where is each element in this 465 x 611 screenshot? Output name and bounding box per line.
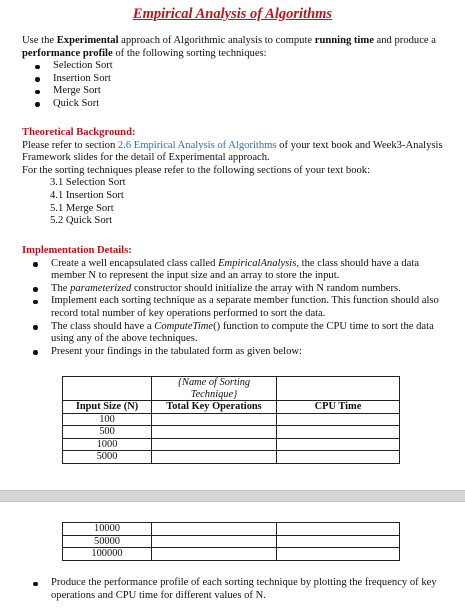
intro-section <box>22 35 448 111</box>
theory-paragraph <box>22 140 448 165</box>
list-item <box>22 283 448 296</box>
list-item: Insertion Sort <box>22 73 448 86</box>
list-item: Present your findings in the tabulated form as given below: <box>22 346 448 359</box>
column-header-input-size: Input Size (N) <box>63 401 152 414</box>
impl-text: constructor should initialize the array with N random numbers. <box>131 282 401 294</box>
impl-text: , the class should have a data member N to represent the input size and an array to store the input. <box>51 257 420 282</box>
implementation-section <box>22 245 448 358</box>
impl-italic-term: parameterized <box>70 282 132 294</box>
table-cell <box>152 438 277 451</box>
list-item <box>22 258 448 283</box>
theory-text: Please refer to section <box>22 139 118 151</box>
results-table <box>62 376 400 464</box>
theory-section <box>22 127 448 228</box>
intro-paragraph <box>22 35 448 60</box>
page-title: Empirical Analysis of Algorithms <box>132 6 333 22</box>
theory-text: of your text book and Week3-Analysis Framework slides for the detail of Experimental approach. <box>22 139 443 164</box>
table-row <box>63 548 400 561</box>
list-item: 5.1 Merge Sort <box>50 202 114 214</box>
intro-bold-experimental: Experimental <box>56 35 119 46</box>
table-cell <box>63 377 152 401</box>
list-item: 5.2 Quick Sort <box>50 215 113 227</box>
list-item: Implement each sorting technique as a separate member function. This function should also record total number of key operations performed to sort the data. <box>22 295 448 320</box>
input-size-cell: 100 <box>63 413 152 426</box>
column-header-key-operations: Total Key Operations <box>152 401 277 414</box>
input-size-cell: 5000 <box>63 451 152 464</box>
impl-text: () function to compute the CPU time to sort the data using any of the above techniques. <box>51 320 434 345</box>
table-row <box>63 413 400 426</box>
table-cell <box>152 413 277 426</box>
theory-paragraph-2: For the sorting techniques please refer to the following sections of your text book: <box>22 164 371 176</box>
implementation-heading: Implementation Details: <box>22 245 132 256</box>
table-header-row <box>63 401 400 414</box>
table-row <box>63 426 400 439</box>
list-item: 4.1 Insertion Sort <box>50 189 124 201</box>
list-item: Produce the performance profile of each sorting technique by plotting the frequency of key operations and CPU time for different values of N. <box>22 577 448 602</box>
table-row <box>63 523 400 536</box>
table-cell <box>152 548 277 561</box>
theory-heading: Theoretical Background: <box>22 127 136 138</box>
input-size-cell: 10000 <box>63 523 152 536</box>
table-cell <box>277 438 400 451</box>
input-size-cell: 500 <box>63 426 152 439</box>
final-section <box>22 577 448 602</box>
table-cell <box>277 548 400 561</box>
impl-text: The <box>51 282 71 294</box>
table-cell <box>152 426 277 439</box>
implementation-list <box>22 258 448 359</box>
list-item <box>22 321 448 346</box>
results-table-continued <box>62 522 400 561</box>
final-list <box>22 577 448 602</box>
intro-bold-performance-profile: performance profile <box>22 47 113 59</box>
table-cell <box>277 451 400 464</box>
table-cell <box>277 426 400 439</box>
table-cell <box>277 413 400 426</box>
intro-text: and produce a <box>373 35 436 46</box>
table-header-row <box>63 377 400 401</box>
impl-text: Create a well encapsulated class called <box>51 257 219 269</box>
section-reference-list <box>22 177 448 227</box>
list-item: Quick Sort <box>22 98 448 111</box>
impl-class-name: EmpiricalAnalysis <box>218 257 297 269</box>
list-item: Merge Sort <box>22 85 448 98</box>
sorting-technique-header: {Name of Sorting Technique} <box>152 377 277 401</box>
table-cell <box>152 523 277 536</box>
table-row <box>63 451 400 464</box>
sorting-techniques-list <box>22 60 448 110</box>
intro-bold-running-time: running time <box>314 35 374 46</box>
textbook-section-link[interactable]: 2.6 Empirical Analysis of Algorithms <box>117 139 277 151</box>
table-row <box>63 438 400 451</box>
input-size-cell: 50000 <box>63 535 152 548</box>
impl-function-name: ComputeTime <box>154 320 214 332</box>
table-cell <box>277 523 400 536</box>
column-header-cpu-time: CPU Time <box>277 401 400 414</box>
table-cell <box>277 535 400 548</box>
table-row <box>63 535 400 548</box>
list-item: Selection Sort <box>22 60 448 73</box>
input-size-cell: 1000 <box>63 438 152 451</box>
table-cell <box>152 451 277 464</box>
page-break-divider <box>0 490 465 502</box>
input-size-cell: 100000 <box>63 548 152 561</box>
list-item: 3.1 Selection Sort <box>50 177 126 189</box>
intro-text: approach of Algorithmic analysis to compute <box>118 35 315 46</box>
intro-text: Use the <box>22 35 57 46</box>
table-cell <box>152 535 277 548</box>
table-cell <box>277 377 400 401</box>
intro-text: of the following sorting techniques: <box>112 47 267 59</box>
impl-text: The class should have a <box>51 320 155 332</box>
